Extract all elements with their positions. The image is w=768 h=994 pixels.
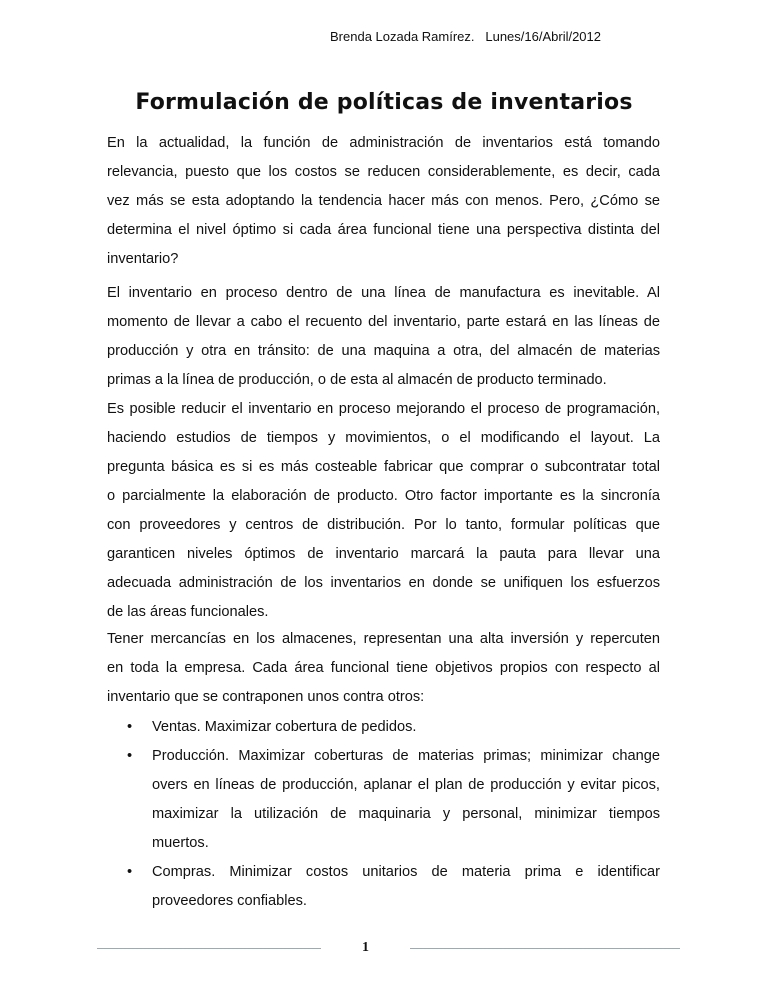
text-line: En la actualidad, la función de administración de inventarios está tomando	[107, 135, 660, 151]
text-line: de las áreas funcionales.	[107, 604, 269, 620]
footer-rule-right	[410, 948, 680, 949]
text-line: Compras. Minimizar costos unitarios de materia prima e identificar	[152, 864, 660, 880]
text-line: primas a la línea de producción, o de esta al almacén de producto terminado.	[107, 372, 607, 388]
text-line: El inventario en proceso dentro de una línea de manufactura es inevitable. Al	[107, 285, 660, 301]
text-line: producción y otra en tránsito: de una maquina a otra, del almacén de materias	[107, 343, 660, 359]
bullet-icon: •	[127, 719, 133, 735]
text-line: maximizar la utilización de maquinaria y personal, minimizar tiempos	[152, 806, 660, 822]
page-header: Brenda Lozada Ramírez. Lunes/16/Abril/2012	[330, 29, 602, 44]
text-line: overs en líneas de producción, aplanar el plan de producción y evitar picos,	[152, 777, 660, 793]
text-line: Ventas. Maximizar cobertura de pedidos.	[152, 719, 417, 735]
bullet-list	[107, 713, 660, 916]
paragraph	[107, 279, 660, 395]
text-line: con proveedores y centros de distribución. Por lo tanto, formular políticas que	[107, 517, 660, 533]
text-line: inventario?	[107, 251, 179, 267]
text-line: relevancia, puesto que los costos se reducen considerablemente, es decir, cada	[107, 164, 660, 180]
text-line: momento de llevar a cabo el recuento del inventario, parte estará en las líneas de	[107, 314, 660, 330]
text-line: muertos.	[152, 835, 209, 851]
text-line: garanticen niveles óptimos de inventario marcará la pauta para llevar una	[107, 546, 660, 562]
bullet-icon: •	[127, 748, 133, 764]
text-line: pregunta básica es si es más costeable fabricar que comprar o subcontratar total	[107, 459, 660, 475]
text-line: proveedores confiables.	[152, 893, 307, 909]
text-line: Tener mercancías en los almacenes, representan una alta inversión y repercuten	[107, 631, 660, 647]
text-line: haciendo estudios de tiempos y movimientos, o el modificando el layout. La	[107, 430, 660, 446]
list-item	[107, 742, 660, 858]
page-number: 1	[362, 940, 369, 955]
list-item	[107, 858, 660, 916]
paragraph	[107, 625, 660, 712]
bullet-icon: •	[127, 864, 133, 880]
text-line: Es posible reducir el inventario en proceso mejorando el proceso de programación,	[107, 401, 660, 417]
list-item	[107, 713, 660, 742]
text-line: vez más se esta adoptando la tendencia hacer más con menos. Pero, ¿Cómo se	[107, 193, 660, 209]
paragraph	[107, 395, 660, 627]
text-line: adecuada administración de los inventarios en donde se unifiquen los esfuerzos	[107, 575, 660, 591]
text-line: Producción. Maximizar coberturas de materias primas; minimizar change	[152, 748, 660, 764]
footer-rule-left	[97, 948, 321, 949]
paragraph	[107, 129, 660, 274]
document-title: Formulación de políticas de inventarios	[135, 90, 633, 115]
text-line: en toda la empresa. Cada área funcional tiene objetivos propios con respecto al	[107, 660, 660, 676]
text-line: o parcialmente la elaboración de producto. Otro factor importante es la sincronía	[107, 488, 660, 504]
text-line: inventario que se contraponen unos contra otros:	[107, 689, 425, 705]
text-line: determina el nivel óptimo si cada área funcional tiene una perspectiva distinta del	[107, 222, 660, 238]
